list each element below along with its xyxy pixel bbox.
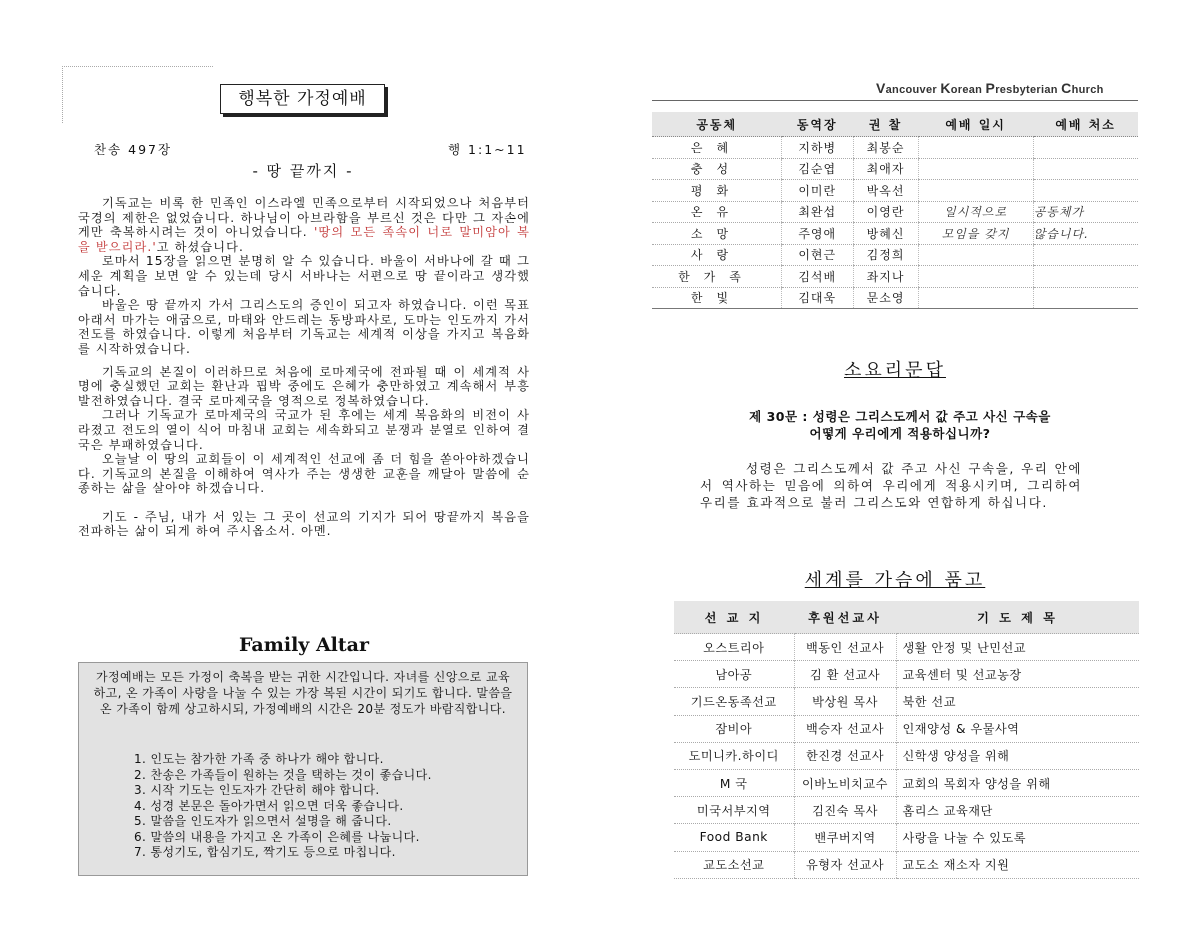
list-item: 5. 말씀을 인도자가 읽으면서 설명을 해 줍니다. <box>134 814 392 828</box>
table-row <box>652 158 1138 180</box>
community-name: 은혜 <box>652 137 781 159</box>
column-header: 후원선교사 <box>794 601 896 634</box>
community-leader: 주영애 <box>781 223 853 245</box>
catechism-title: 소요리문답 <box>844 360 946 381</box>
column-header: 공동체 <box>652 112 781 137</box>
list-item: 1. 인도는 참가한 가족 중 하나가 해야 합니다. <box>134 752 384 766</box>
worship-place <box>1033 266 1138 288</box>
column-header: 권 찰 <box>853 112 918 137</box>
missionary-name: 이바노비치교수 <box>794 769 896 796</box>
page-title: 행복한 가정예배 <box>220 84 385 114</box>
list-item: 2. 찬송은 가족들이 원하는 것을 택하는 것이 좋습니다. <box>134 767 432 782</box>
church-name-part: resbyterian <box>995 84 1062 96</box>
column-header: 선 교 지 <box>674 601 794 634</box>
paragraph-text: 기독교는 비록 한 민족인 이스라엘 민족으로부터 시작되었으나 처음부터 국경의 제한은 없었습니다. 하나님이 아브라함을 부르신 것은 다만 그 자손에게만 축복하시려는 것이 아니었습니다. <box>78 196 530 240</box>
community-elder: 김정희 <box>853 244 918 266</box>
church-name-part: hurch <box>1071 84 1104 96</box>
community-elder: 최애자 <box>853 158 918 180</box>
table-row <box>652 244 1138 266</box>
sermon-title: - 땅 끝까지 - <box>252 162 354 180</box>
table-row <box>652 287 1138 309</box>
list-item: 7. 통성기도, 합심기도, 짝기도 등으로 마칩니다. <box>134 845 396 859</box>
missionary-name: 김 환 선교사 <box>794 661 896 688</box>
church-name-initial: C <box>1061 80 1072 96</box>
community-leader: 김순엽 <box>781 158 853 180</box>
community-name: 사랑 <box>652 244 781 266</box>
community-name: 한빛 <box>652 287 781 309</box>
scripture-reference: 행 1:1~11 <box>448 142 527 157</box>
prayer-topic: 홈리스 교육재단 <box>896 797 1139 824</box>
worship-place <box>1033 180 1138 202</box>
community-elder: 좌지나 <box>853 266 918 288</box>
community-name: 한가족 <box>652 266 781 288</box>
community-leader: 지하병 <box>781 137 853 159</box>
column-header: 기 도 제 목 <box>896 601 1139 634</box>
table-row <box>674 634 1139 661</box>
table-row <box>652 137 1138 159</box>
table-row <box>674 715 1139 742</box>
missionary-name: 김진숙 목사 <box>794 797 896 824</box>
prayer-topic: 생활 안정 및 난민선교 <box>896 634 1139 661</box>
community-leader: 김대욱 <box>781 287 853 309</box>
missionary-name: 밴쿠버지역 <box>794 824 896 851</box>
list-item: 4. 성경 본문은 돌아가면서 읽으면 더욱 좋습니다. <box>134 798 404 813</box>
worship-time: 일시적으로 <box>918 201 1033 223</box>
worship-time <box>918 158 1033 180</box>
list-item: 3. 시작 기도는 인도자가 간단히 해야 합니다. <box>134 783 380 797</box>
church-name-part: orean <box>950 84 986 96</box>
table-row <box>652 180 1138 202</box>
table-row <box>674 688 1139 715</box>
worship-time <box>918 266 1033 288</box>
community-table <box>652 112 1138 309</box>
community-name: 평화 <box>652 180 781 202</box>
worship-time <box>918 180 1033 202</box>
mission-field: 잠비아 <box>674 715 794 742</box>
worship-place <box>1033 244 1138 266</box>
worship-time <box>918 244 1033 266</box>
missionary-name: 한진경 선교사 <box>794 742 896 769</box>
community-elder: 방혜신 <box>853 223 918 245</box>
question-line: 어떻게 우리에게 적용하십니까? <box>809 426 991 441</box>
header-divider <box>652 100 1138 101</box>
table-row <box>674 797 1139 824</box>
catechism-question <box>680 408 1120 442</box>
missionary-name: 유형자 선교사 <box>794 851 896 878</box>
mission-field: Food Bank <box>674 824 794 851</box>
church-name-initial: V <box>876 80 886 96</box>
table-header-row <box>652 112 1138 137</box>
community-elder: 문소영 <box>853 287 918 309</box>
quoted-verse: '땅의 모든 족속이 너로 말미암아 복을 받으리라.' <box>78 225 530 254</box>
mission-field: 미국서부지역 <box>674 797 794 824</box>
missionary-name: 백동인 선교사 <box>794 634 896 661</box>
sermon-paragraph: 로마서 15장을 읽으면 분명히 알 수 있습니다. 바울이 서바나에 갈 때 그 세운 계획을 보면 알 수 있는데 당시 서바나는 서편으로 땅 끝이라고 생각했습니다. <box>78 254 530 298</box>
mission-table <box>674 601 1139 879</box>
prayer-topic: 북한 선교 <box>896 688 1139 715</box>
mission-field: 오스트리아 <box>674 634 794 661</box>
missionary-name: 박상원 목사 <box>794 688 896 715</box>
mission-field: 기드온동족선교 <box>674 688 794 715</box>
prayer-topic: 교회의 목회자 양성을 위해 <box>896 769 1139 796</box>
community-elder: 최봉순 <box>853 137 918 159</box>
table-row <box>674 851 1139 878</box>
community-name: 충성 <box>652 158 781 180</box>
sermon-paragraph <box>78 196 530 254</box>
mission-field: M 국 <box>674 769 794 796</box>
prayer-topic: 인재양성 & 우물사역 <box>896 715 1139 742</box>
table-row <box>652 266 1138 288</box>
table-row <box>652 201 1138 223</box>
table-header-row <box>674 601 1139 634</box>
sermon-paragraph: 기독교의 본질이 이러하므로 처음에 로마제국에 전파될 때 이 세계적 사명에 충실했던 교회는 환난과 핍박 중에도 은혜가 충만하였고 계속해서 부흥 발전하였습니다. 결국 로마제국을 영적으로 정복하였습니다. <box>78 364 530 408</box>
column-header: 동역장 <box>781 112 853 137</box>
list-item: 6. 말씀의 내용을 가지고 온 가족이 은혜를 나눕니다. <box>134 829 420 844</box>
family-altar-intro: 가정예배는 모든 가정이 축복을 받는 귀한 시간입니다. 자녀를 신앙으로 교육 하고, 온 가족이 사랑을 나눌 수 있는 가장 복된 시간이 되기도 합니다. 말씀을 온 가족이 함께 상고하시되, 가정예배의 시간은 20분 정도가 바람직합니다. <box>93 670 513 716</box>
table-row <box>674 742 1139 769</box>
missionary-name: 백승자 선교사 <box>794 715 896 742</box>
worship-place <box>1033 137 1138 159</box>
worship-place <box>1033 287 1138 309</box>
prayer-topic: 교육센터 및 선교농장 <box>896 661 1139 688</box>
table-row <box>652 223 1138 245</box>
sermon-paragraph: 오늘날 이 땅의 교회들이 이 세계적인 선교에 좀 더 힘을 쏟아야하겠습니다. 기독교의 본질을 이해하여 역사가 주는 생생한 교훈을 깨달아 말씀에 순종하는 삶을 살아야 하겠습니다. <box>78 452 530 496</box>
family-altar-list <box>134 752 432 861</box>
mission-field: 교도소선교 <box>674 851 794 878</box>
family-altar-title: Family Altar <box>238 634 369 656</box>
corner-frame <box>62 66 213 123</box>
community-leader: 김석배 <box>781 266 853 288</box>
church-name <box>876 80 1104 96</box>
sermon-paragraph: 바울은 땅 끝까지 가서 그리스도의 증인이 되고자 하였습니다. 이런 목표 아래서 마가는 애굽으로, 마태와 안드레는 동방파사로, 도마는 인도까지 가서 전도를 하였습니다. 이렇게 처음부터 기독교는 세계적 이상을 가지고 복음화를 시작하였습니다. <box>78 298 530 356</box>
community-name: 소망 <box>652 223 781 245</box>
sermon-paragraph: 그러나 기독교가 로마제국의 국교가 된 후에는 세계 복음화의 비전이 사라졌고 전도의 열이 식어 마침내 교회는 세속화되고 분쟁과 분열로 인하여 결국은 부패하였습니다. <box>78 408 530 452</box>
table-row <box>674 824 1139 851</box>
community-leader: 이현근 <box>781 244 853 266</box>
church-name-initial: P <box>985 80 996 96</box>
catechism-answer: 성령은 그리스도께서 값 주고 사신 구속을, 우리 안에서 역사하는 믿음에 의하여 우리에게 적용시키며, 그리하여 우리를 효과적으로 불러 그리스도와 연합하게 하십니다. <box>700 461 1082 510</box>
paragraph-text: 고 하셨습니다. <box>156 239 244 254</box>
community-elder: 박옥선 <box>853 180 918 202</box>
worship-place: 공동체가 <box>1033 201 1138 223</box>
mission-title: 세계를 가슴에 품고 <box>804 570 986 591</box>
prayer-topic: 교도소 재소자 지원 <box>896 851 1139 878</box>
worship-time <box>918 287 1033 309</box>
worship-place <box>1033 158 1138 180</box>
worship-time <box>918 137 1033 159</box>
church-name-initial: K <box>940 80 951 96</box>
column-header: 예배 처소 <box>1033 112 1138 137</box>
column-header: 예배 일시 <box>918 112 1033 137</box>
prayer-topic: 사랑을 나눌 수 있도록 <box>896 824 1139 851</box>
worship-time: 모임을 갖지 <box>918 223 1033 245</box>
mission-field: 남아공 <box>674 661 794 688</box>
community-leader: 이미란 <box>781 180 853 202</box>
community-elder: 이영란 <box>853 201 918 223</box>
question-line: 제 30문 : 성령은 그리스도께서 값 주고 사신 구속을 <box>749 409 1051 424</box>
worship-place: 않습니다. <box>1033 223 1138 245</box>
closing-prayer: 기도 - 주님, 내가 서 있는 그 곳이 선교의 기지가 되어 땅끝까지 복음을 전파하는 삶이 되게 하여 주시옵소서. 아멘. <box>78 509 530 539</box>
church-name-part: ancouver <box>885 84 941 96</box>
community-leader: 최완섭 <box>781 201 853 223</box>
community-name: 온유 <box>652 201 781 223</box>
hymn-number: 찬송 497장 <box>94 142 173 157</box>
sermon-body <box>78 196 530 539</box>
mission-field: 도미니카.하이디 <box>674 742 794 769</box>
prayer-topic: 신학생 양성을 위해 <box>896 742 1139 769</box>
table-row <box>674 769 1139 796</box>
table-row <box>674 661 1139 688</box>
